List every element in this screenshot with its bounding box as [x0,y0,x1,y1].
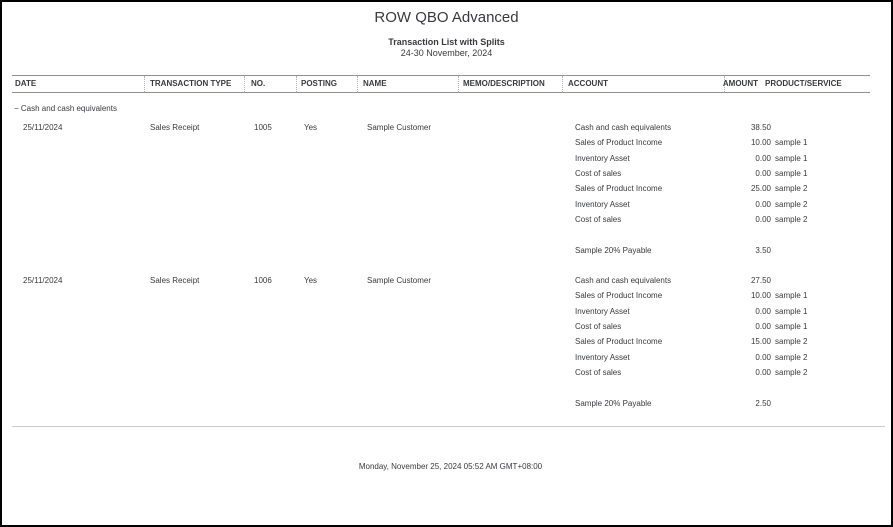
split-amount: 0.00 [755,200,771,209]
split-amount: 0.00 [755,307,771,316]
split-product: sample 1 [775,291,808,300]
column-header-transaction-type[interactable]: TRANSACTION TYPE [147,76,245,92]
company-name: ROW QBO Advanced [374,9,519,26]
split-account: Cost of sales [575,215,622,224]
split-account: Sales of Product Income [575,337,663,346]
split-product: sample 2 [775,200,808,209]
split-product: sample 1 [775,169,808,178]
split-account: Cost of sales [575,169,622,178]
transaction-posting: Yes [304,276,318,285]
report-timestamp: Monday, November 25, 2024 05:52 AM GMT+08:00 [358,462,543,471]
split-account: Sales of Product Income [575,138,663,147]
split-account: Sales of Product Income [575,291,663,300]
split-account: Sample 20% Payable [575,399,652,408]
split-account: Sales of Product Income [575,184,663,193]
column-header-memo[interactable]: MEMO/DESCRIPTION [460,76,563,92]
transaction-date: 25/11/2024 [23,276,63,285]
report-title: Transaction List with Splits [388,37,505,47]
split-amount: 27.50 [750,276,771,285]
column-header-amount[interactable]: AMOUNT [722,79,758,88]
split-account: Inventory Asset [575,154,630,163]
split-amount: 0.00 [755,169,771,178]
split-amount: 10.00 [750,138,771,147]
split-account: Cost of sales [575,368,622,377]
split-account: Cash and cash equivalents [575,276,672,285]
split-product: sample 2 [775,368,808,377]
split-amount: 2.50 [755,399,771,408]
column-header-posting[interactable]: POSTING [298,76,358,92]
split-account: Cash and cash equivalents [575,123,672,132]
transaction-name: Sample Customer [367,276,432,285]
split-product: sample 1 [775,138,808,147]
split-product: sample 1 [775,307,808,316]
split-amount: 15.00 [750,337,771,346]
column-header-name[interactable]: NAME [360,76,459,92]
group-header-cash[interactable]: − Cash and cash equivalents [14,104,117,113]
split-amount: 3.50 [755,246,771,255]
column-header-no[interactable]: NO. [248,76,297,92]
split-account: Sample 20% Payable [575,246,652,255]
transaction-number: 1005 [254,123,272,132]
split-product: sample 2 [775,353,808,362]
split-amount: 38.50 [750,123,771,132]
column-header-product-service[interactable]: PRODUCT/SERVICE [765,79,842,88]
split-amount: 0.00 [755,368,771,377]
split-amount: 10.00 [750,291,771,300]
column-header-account[interactable]: ACCOUNT [565,76,725,92]
split-amount: 0.00 [755,322,771,331]
split-amount: 0.00 [755,215,771,224]
transaction-type: Sales Receipt [150,276,200,285]
split-account: Inventory Asset [575,307,630,316]
split-amount: 0.00 [755,154,771,163]
split-account: Inventory Asset [575,353,630,362]
split-amount: 0.00 [755,353,771,362]
footer-divider [12,426,885,427]
split-product: sample 2 [775,337,808,346]
split-account: Inventory Asset [575,200,630,209]
transaction-type: Sales Receipt [150,123,200,132]
transaction-posting: Yes [304,123,318,132]
transaction-date: 25/11/2024 [23,123,63,132]
split-account: Cost of sales [575,322,622,331]
transaction-number: 1006 [254,276,272,285]
split-product: sample 1 [775,322,808,331]
column-header-date[interactable]: DATE [12,76,145,92]
split-product: sample 2 [775,184,808,193]
table-header [12,75,870,93]
transaction-name: Sample Customer [367,123,432,132]
split-product: sample 1 [775,154,808,163]
report-date-range: 24-30 November, 2024 [400,48,493,58]
split-amount: 25.00 [750,184,771,193]
split-product: sample 2 [775,215,808,224]
